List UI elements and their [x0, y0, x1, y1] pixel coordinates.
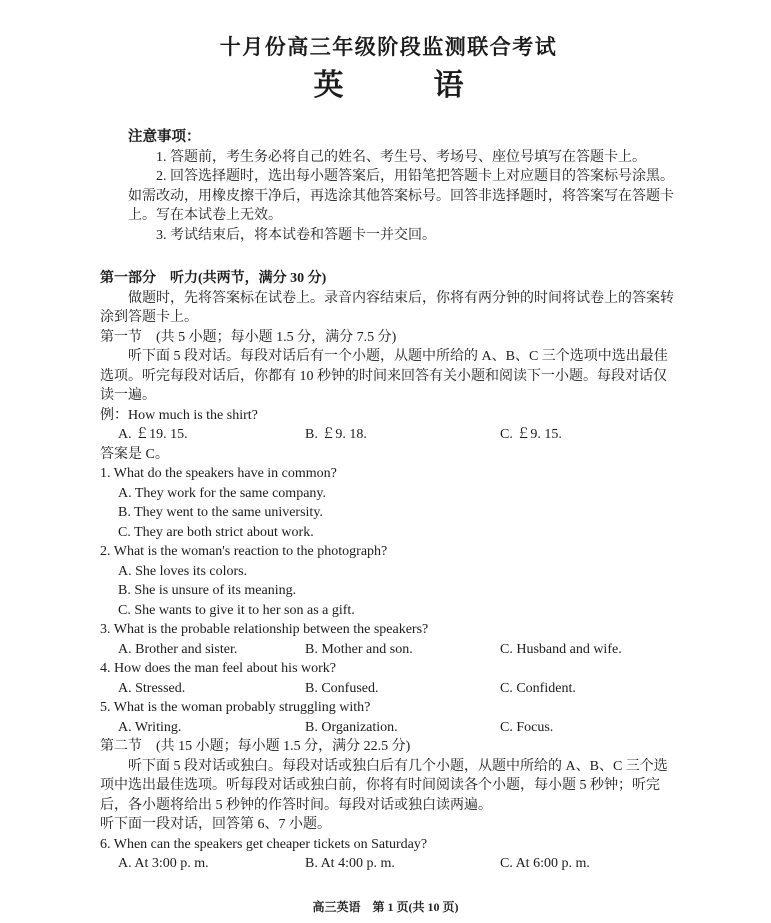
- question-option: B. She is unsure of its meaning.: [118, 583, 297, 598]
- question-2: [100, 542, 677, 620]
- question-option: A. They work for the same company.: [118, 485, 326, 501]
- question-option: C. At 6:00 p. m.: [500, 856, 590, 871]
- section2-instructions: 听下面 5 段对话或独白。每段对话或独白后有几个小题，从题中所给的 A、B、C 三个选项中选出最佳选项。听每段对话或独白前，你将有时间阅读各个小题，每小题 5 秒钟；听完后，各小题将给出 5 秒钟的作答时间。每段对话或独白读两遍。: [100, 758, 668, 813]
- question-5: [100, 698, 677, 737]
- question-option: B. Mother and son.: [305, 641, 413, 657]
- example-prompt: 例：How much is the shirt?: [100, 407, 258, 423]
- section2-dialogue-prompt: 听下面一段对话，回答第 6、7 小题。: [100, 817, 331, 832]
- notice-item-3: 3. 考试结束后，将本试卷和答题卡一并交回。: [156, 227, 436, 243]
- question-4: [100, 659, 677, 698]
- notice-block: [128, 128, 677, 245]
- question-option: C. Focus.: [500, 719, 554, 735]
- question-text: 2. What is the woman's reaction to the photograph?: [100, 544, 388, 559]
- question-1: [100, 464, 677, 542]
- notice-item-1: 1. 答题前，考生务必将自己的姓名、考生号、考场号、座位号填写在答题卡上。: [156, 149, 646, 165]
- question-option: A. At 3:00 p. m.: [118, 856, 209, 871]
- question-option: C. She wants to give it to her son as a gift.: [118, 602, 355, 618]
- question-option: C. They are both strict about work.: [118, 524, 314, 540]
- example-option-c: C. ￡9. 15.: [500, 427, 562, 442]
- exam-subject: 英 语: [313, 69, 464, 102]
- example-block: [100, 406, 677, 465]
- page-footer: 高三英语 第 1 页(共 10 页): [312, 900, 459, 914]
- notice-heading: 注意事项：: [128, 129, 201, 145]
- question-option: A. Stressed.: [118, 680, 186, 696]
- example-option-b: B. ￡9. 18.: [305, 427, 367, 442]
- question-6: [100, 835, 677, 874]
- question-options: [100, 854, 677, 874]
- question-option: B. They went to the same university.: [118, 505, 323, 520]
- question-option: C. Confident.: [500, 680, 576, 696]
- part1-heading: 第一部分 听力(共两节，满分 30 分): [100, 271, 327, 286]
- question-option: A. Brother and sister.: [118, 641, 238, 657]
- question-option: B. At 4:00 p. m.: [305, 856, 395, 871]
- question-option: A. She loves its colors.: [118, 563, 248, 579]
- section1-instructions: 听下面 5 段对话。每段对话后有一个小题，从题中所给的 A、B、C 三个选项中选出最佳选项。听完每段对话后，你都有 10 秒钟的时间来回答有关小题和阅读下一小题。每段对话仅读一遍。: [100, 349, 668, 403]
- section1-heading: 第一节 (共 5 小题；每小题 1.5 分，满分 7.5 分): [100, 329, 397, 345]
- notice-item-2: 2. 回答选择题时，选出每小题答案后，用铅笔把答题卡上对应题目的答案标号涂黑。如需改动，用橡皮擦干净后，再选涂其他答案标号。回答非选择题时，将答案写在答题卡上。写在本试卷上无效。: [128, 169, 674, 223]
- question-option: C. Husband and wife.: [500, 641, 622, 657]
- example-answer: 答案是 C。: [100, 446, 169, 462]
- question-option: B. Confused.: [305, 680, 379, 696]
- section2-heading: 第二节 (共 15 小题；每小题 1.5 分，满分 22.5 分): [100, 739, 411, 754]
- question-text: 1. What do the speakers have in common?: [100, 466, 337, 481]
- question-option: A. Writing.: [118, 719, 182, 735]
- question-options: [100, 718, 677, 738]
- question-text: 4. How does the man feel about his work?: [100, 661, 336, 676]
- question-option: B. Organization.: [305, 719, 398, 735]
- example-options: [100, 425, 677, 445]
- question-options: [100, 679, 677, 699]
- exam-title: 十月份高三年级阶段监测联合考试: [219, 35, 558, 59]
- question-text: 5. What is the woman probably struggling with?: [100, 700, 371, 715]
- part1-intro: 做题时，先将答案标在试卷上。录音内容结束后，你将有两分钟的时间将试卷上的答案转涂到答题卡上。: [100, 290, 674, 325]
- question-3: [100, 620, 677, 659]
- question-options: [100, 640, 677, 660]
- question-text: 6. When can the speakers get cheaper tickets on Saturday?: [100, 836, 428, 852]
- example-option-a: A. ￡19. 15.: [118, 427, 188, 442]
- question-text: 3. What is the probable relationship between the speakers?: [100, 622, 429, 637]
